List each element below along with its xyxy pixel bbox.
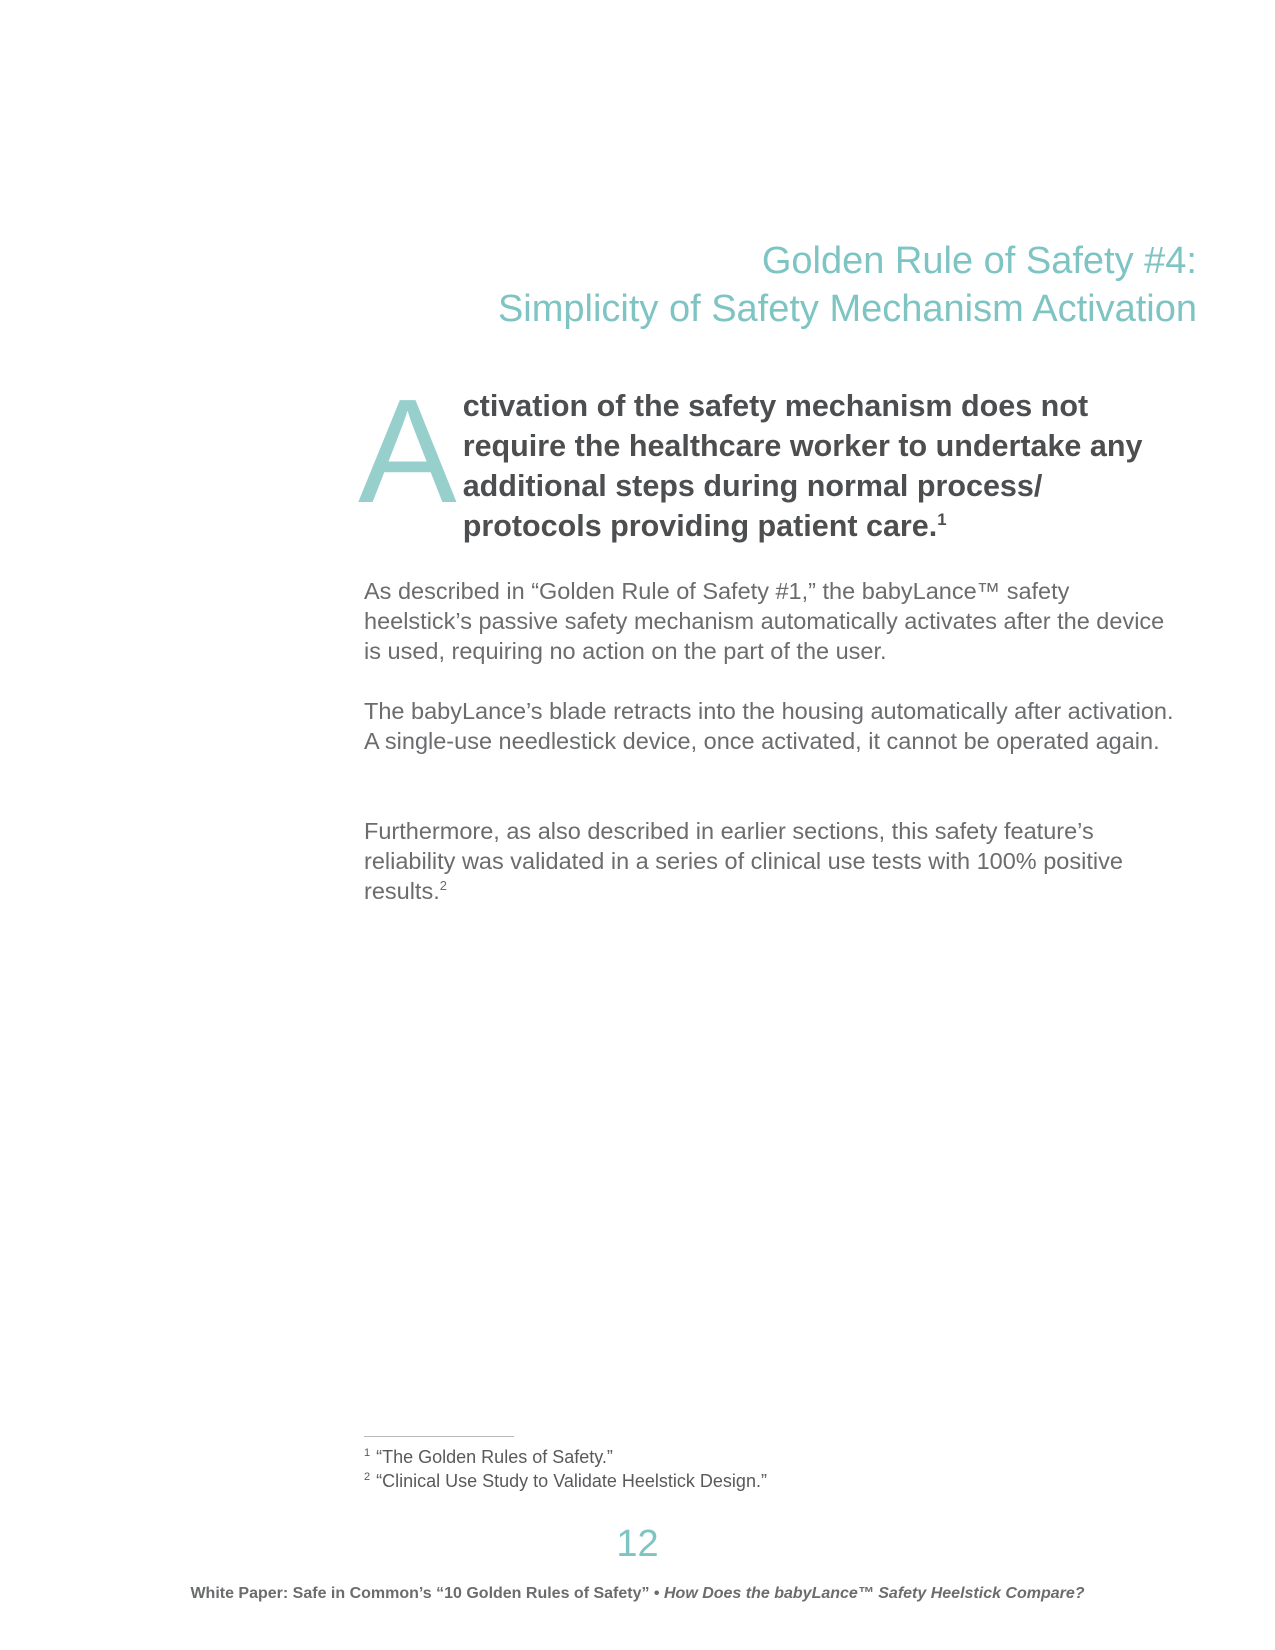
page-title [397, 237, 1197, 333]
lead-paragraph [358, 369, 1174, 546]
footnote-ref-2: 2 [439, 878, 447, 894]
lead-text: ctivation of the safety mechanism does not require the healthcare worker to undertake any additional steps during normal process/ protocols providing patient care. [462, 389, 1143, 543]
body-paragraph-3 [364, 816, 1174, 906]
body-paragraph-3-text: Furthermore, as also described in earlier sections, this safety feature’s reliability was validated in a series of clinical use tests with 100% positive results. [364, 818, 1123, 904]
footnote-ref-1: 1 [937, 509, 947, 529]
footnote-2-number: 2 [364, 1471, 371, 1483]
footnote-2 [364, 1470, 767, 1492]
title-line-1: Golden Rule of Safety #4: [761, 240, 1197, 283]
footnote-2-text: “Clinical Use Study to Validate Heelstick Design.” [376, 1471, 767, 1491]
footer-separator: • [649, 1585, 664, 1602]
footer-subtitle: How Does the babyLance™ Safety Heelstick Compare? [663, 1585, 1085, 1602]
footer-title: White Paper: Safe in Common’s “10 Golden Rules of Safety” [190, 1585, 650, 1602]
page-footer [0, 1584, 1275, 1604]
page-number: 12 [616, 1523, 659, 1565]
footnote-1 [364, 1446, 613, 1468]
footnote-divider [364, 1436, 514, 1437]
title-line-2: Simplicity of Safety Mechanism Activation [497, 288, 1197, 331]
footnote-1-text: “The Golden Rules of Safety.” [376, 1447, 613, 1467]
footnote-1-number: 1 [364, 1447, 371, 1459]
drop-cap: A [358, 369, 457, 534]
body-paragraph-1: As described in “Golden Rule of Safety #1,” the babyLance™ safety heelstick’s passive safety mechanism automatically activates after the device is used, requiring no action on the part of the user. [364, 578, 1165, 664]
body-paragraph-2: The babyLance’s blade retracts into the housing automatically after activation. A single-use needlestick device, once activated, it cannot be operated again. [364, 698, 1174, 754]
